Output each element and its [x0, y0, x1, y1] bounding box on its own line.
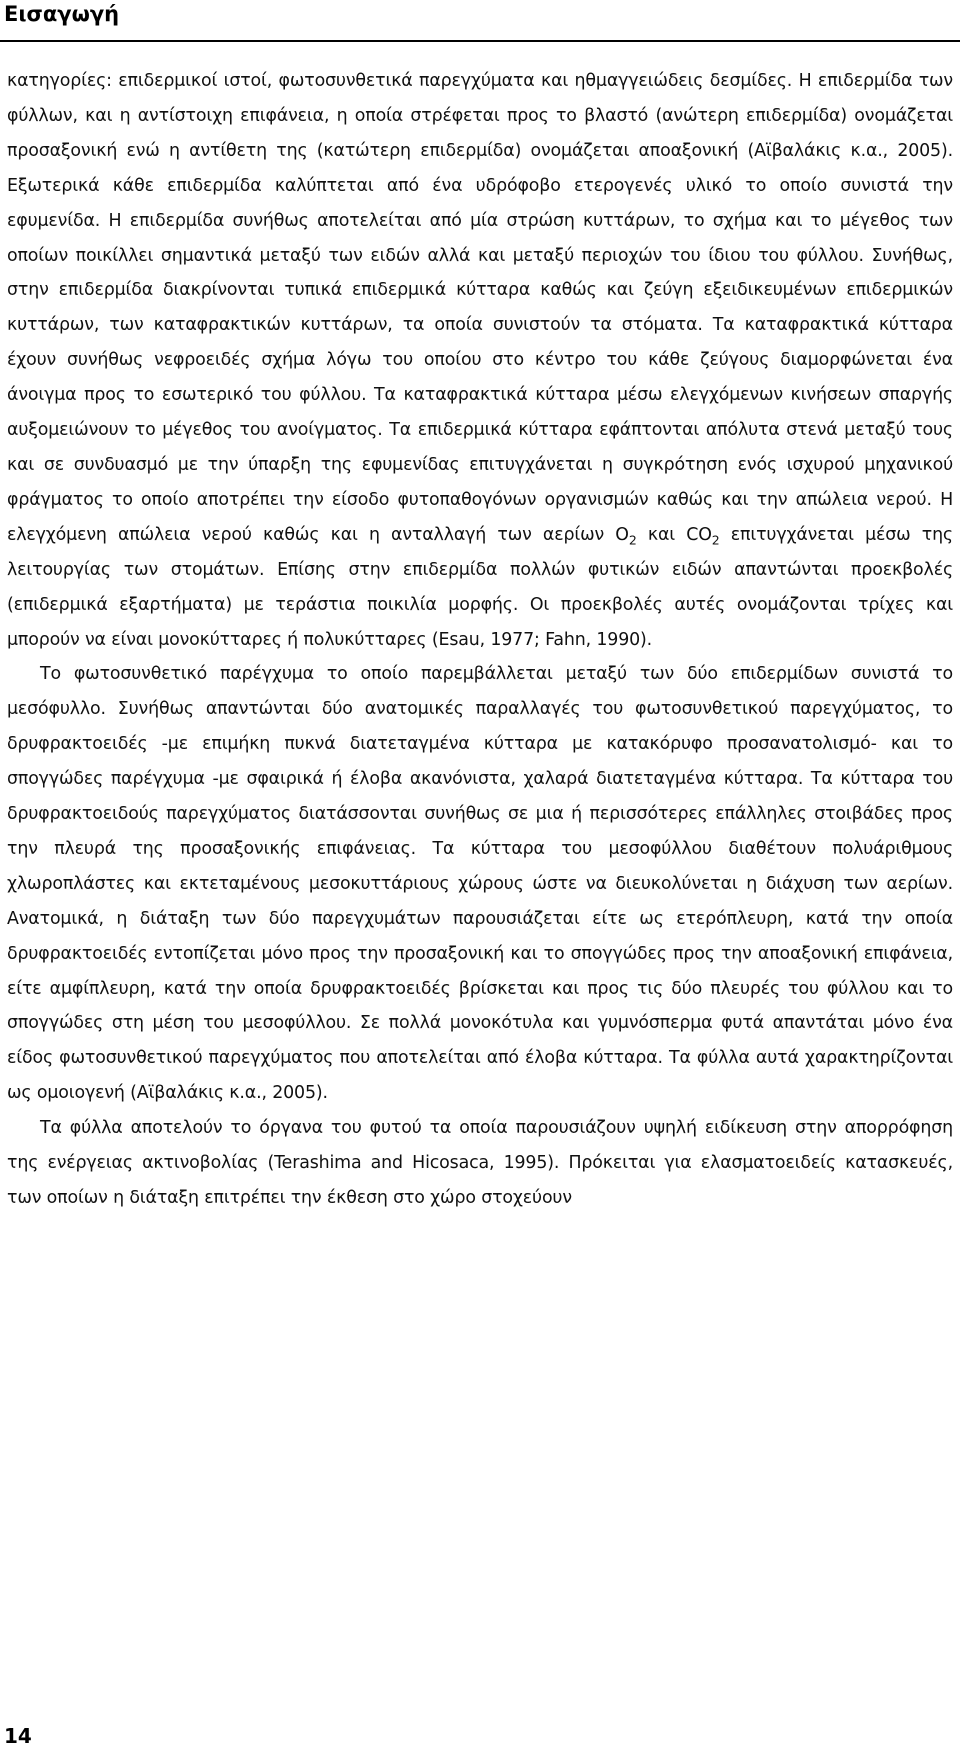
- page-header: [0, 0, 960, 42]
- subscript-2: 2: [628, 532, 637, 548]
- body-text: [7, 64, 953, 1216]
- paragraph-epidermis: [7, 64, 953, 657]
- page-number: 14: [4, 1724, 32, 1748]
- paragraph-text: επιτυγχάνεται μέσω της λειτουργίας των στομάτων. Επίσης στην επιδερμίδα πολλών φυτικών ειδών απαντώνται προεκβολές (επιδερμικά εξαρτήματα) με τεράστια ποικιλία μορφής. Οι προεκβολές αυτές ονομάζονται τρίχες και μπορούν να είναι μονοκύτταρες ή πολυκύτταρες (Esau, 1977; Fahn, 1990).: [7, 524, 953, 650]
- paragraph-mesophyll: Το φωτοσυνθετικό παρέγχυμα το οποίο παρεμβάλλεται μεταξύ των δύο επιδερμίδων συνιστά το μεσόφυλλο. Συνήθως απαντώνται δύο ανατομικές παραλλαγές του φωτοσυνθετικού παρεγχύματος, το δρυφρακτοειδές -με επιμήκη πυκνά διατεταγμένα κύτταρα με κατακόρυφο προσανατολισμό- και το σπογγώδες παρέγχυμα -με σφαιρικά ή έλοβα ακανόνιστα, χαλαρά διατεταγμένα κύτταρα. Τα κύτταρα του δρυφρακτοειδούς παρεγχύματος διατάσσονται συνήθως σε μια ή περισσότερες επάλληλες στοιβάδες προς την πλευρά της προσαξονικής επιφάνειας. Τα κύτταρα του μεσοφύλλου διαθέτουν πολυάριθμους χλωροπλάστες και εκτεταμένους μεσοκυττάριους χώρους ώστε να διευκολύνεται η διάχυση των αερίων. Ανατομικά, η διάταξη των δύο παρεγχυμάτων παρουσιάζεται είτε ως ετερόπλευρη, κατά την οποία δρυφρακτοειδές εντοπίζεται μόνο προς την προσαξονική και το σπογγώδες προς την αποαξονική επιφάνεια, είτε αμφίπλευρη, κατά την οποία δρυφρακτοειδές βρίσκεται και προς τις δύο πλευρές του φύλλου και το σπογγώδες στη μέση του μεσοφύλλου. Σε πολλά μονοκότυλα και γυμνόσπερμα φυτά απαντάται μόνο ένα είδος φωτοσυνθετικού παρεγχύματος που αποτελείται από έλοβα κύτταρα. Τα φύλλα αυτά χαρακτηρίζονται ως ομοιογενή (Αϊβαλάκις κ.α., 2005).: [7, 664, 953, 1104]
- paragraph-text: και CO: [636, 524, 712, 545]
- paragraph-text: κατηγορίες: επιδερμικοί ιστοί, φωτοσυνθετικά παρεγχύματα και ηθμαγγειώδεις δεσμίδες. Η επιδερμίδα των φύλλων, και η αντίστοιχη επιφάνεια, η οποία στρέφεται προς το βλαστό (ανώτερη επιδερμίδα) ονομάζεται προσαξονική ενώ η αντίθετη της (κατώτερη επιδερμίδα) ονομάζεται αποαξονική (Αϊβαλάκις κ.α., 2005). Εξωτερικά κάθε επιδερμίδα καλύπτεται από ένα υδρόφοβο ετερογενές υλικό το οποίο συνιστά την εφυμενίδα. Η επιδερμίδα συνήθως αποτελείται από μία στρώση κυττάρων, το σχήμα και το μέγεθος των οποίων ποικίλλει σημαντικά μεταξύ των ειδών αλλά και μεταξύ περιοχών του ίδιου του φύλλου. Συνήθως, στην επιδερμίδα διακρίνονται τυπικά επιδερμικά κύτταρα καθώς και ζεύγη εξειδικευμένων επιδερμικών κυττάρων, των καταφρακτικών κυττάρων, τα οποία συνιστούν τα στόματα. Τα καταφρακτικά κύτταρα έχουν συνήθως νεφροειδές σχήμα λόγω του οποίου στο κέντρο του κάθε ζεύγους διαμορφώνεται ένα άνοιγμα προς το εσωτερικό του φύλλου. Τα καταφρακτικά κύτταρα μέσω ελεγχόμενων κινήσεων σπαργής αυξομειώνουν το μέγεθος του ανοίγματος. Τα επιδερμικά κύτταρα εφάπτονται απόλυτα στενά μεταξύ τους και σε συνδυασμό με την ύπαρξη της εφυμενίδας επιτυγχάνεται η συγκρότηση ενός ισχυρού μηχανικού φράγματος το οποίο αποτρέπει την είσοδο φυτοπαθογόνων οργανισμών καθώς και την απώλεια νερού. Η ελεγχόμενη απώλεια νερού καθώς και η ανταλλαγή των αερίων O: [7, 71, 953, 545]
- paragraph-leaves: Τα φύλλα αποτελούν το όργανα του φυτού τα οποία παρουσιάζουν υψηλή ειδίκευση στην απορρόφηση της ενέργειας ακτινοβολίας (Terashima and Hicosaca, 1995). Πρόκειται για ελασματοειδείς κατασκευές, των οποίων η διάταξη επιτρέπει την έκθεση στο χώρο στοχεύουν: [7, 1118, 953, 1208]
- subscript-2: 2: [711, 532, 720, 548]
- section-title: Εισαγωγή: [4, 2, 120, 26]
